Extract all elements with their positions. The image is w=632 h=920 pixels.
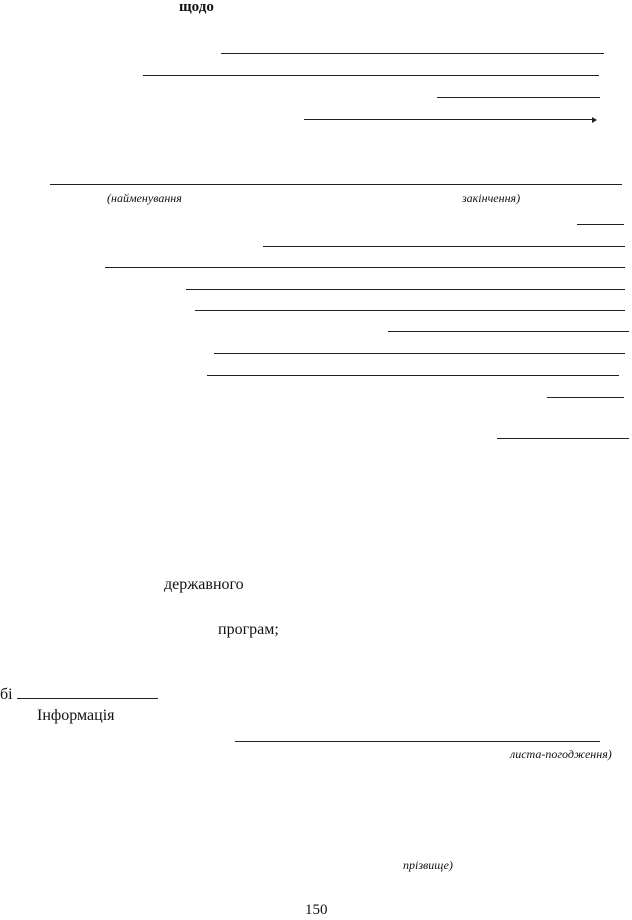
caption-agreement: листа-погодження) [510,747,612,761]
page-number: 150 [305,902,328,918]
fill-line [195,310,625,311]
caption-end: закінчення) [462,191,521,205]
fill-line [105,267,625,268]
fill-line [437,97,600,98]
word-state: державного [164,576,244,593]
fill-line [17,698,158,699]
fill-line [214,353,625,354]
caption-surname: прізвище) [403,858,453,872]
fill-line [388,331,629,332]
fill-line [304,119,596,120]
word-bi: бі [0,686,13,703]
fill-line [50,184,622,185]
caption-name: (найменування [107,191,182,205]
fill-line [577,224,624,225]
fill-line [207,375,619,376]
fill-line [186,289,625,290]
fill-line [263,246,625,247]
word-programs: програм; [218,621,279,638]
heading-text: щодо [179,0,214,15]
fill-line [143,75,599,76]
word-information: Інформація [37,707,115,724]
line-end-mark [592,117,597,123]
fill-line [221,53,604,54]
fill-line [547,397,624,398]
fill-line [497,438,629,439]
fill-line [235,741,600,742]
